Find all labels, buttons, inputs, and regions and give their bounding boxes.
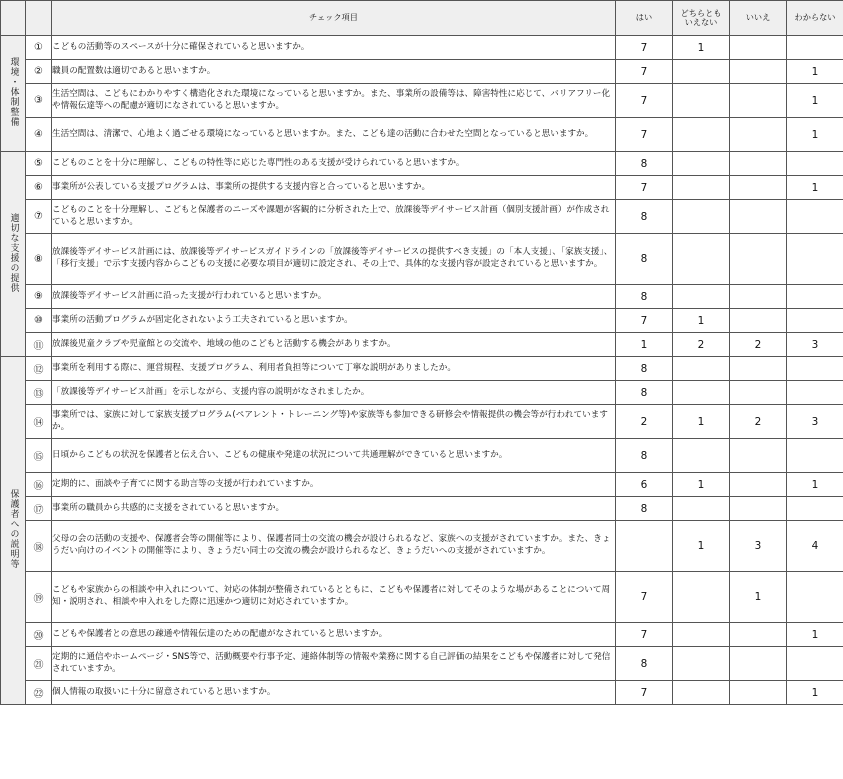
answer-neither — [673, 681, 730, 705]
answer-yes: 7 — [616, 84, 673, 118]
answer-yes: 7 — [616, 60, 673, 84]
answer-yes: 1 — [616, 333, 673, 357]
answer-no: 2 — [730, 333, 787, 357]
table-row — [1, 60, 843, 84]
category-label: 保護者への説明等 — [8, 489, 19, 569]
question-text: こどもや保護者との意思の疎通や情報伝達のための配慮がなされていると思いますか。 — [52, 623, 616, 647]
answer-no — [730, 234, 787, 285]
answer-yes — [616, 521, 673, 572]
answer-neither — [673, 200, 730, 234]
answer-unknown — [787, 647, 843, 681]
answer-yes: 7 — [616, 118, 673, 152]
question-text: 事業所を利用する際に、運営規程、支援プログラム、利用者負担等について丁寧な説明がありましたか。 — [52, 357, 616, 381]
answer-neither: 1 — [673, 36, 730, 60]
answer-unknown: 1 — [787, 176, 843, 200]
answer-no — [730, 309, 787, 333]
header-corner — [1, 1, 26, 36]
category-label: 環境・体制整備 — [8, 57, 19, 127]
answer-yes: 7 — [616, 572, 673, 623]
answer-neither — [673, 623, 730, 647]
question-text: こどもの活動等のスペースが十分に確保されていると思いますか。 — [52, 36, 616, 60]
answer-yes: 8 — [616, 439, 673, 473]
answer-neither — [673, 497, 730, 521]
answer-unknown — [787, 234, 843, 285]
answer-no — [730, 381, 787, 405]
answer-unknown — [787, 309, 843, 333]
answer-no — [730, 84, 787, 118]
question-text: 生活空間は、こどもにわかりやすく構造化された環境になっていると思いますか。また、事業所の設備等は、障害特性に応じて、バリアフリー化や情報伝達等への配慮が適切になされていると思いますか。 — [52, 84, 616, 118]
answer-unknown: 1 — [787, 84, 843, 118]
item-number: ⑫ — [26, 357, 52, 381]
answer-neither: 1 — [673, 405, 730, 439]
question-text: 日頃からこどもの状況を保護者と伝え合い、こどもの健康や発達の状況について共通理解ができていると思いますか。 — [52, 439, 616, 473]
question-text: 父母の会の活動の支援や、保護者会等の開催等により、保護者同士の交流の機会が設けられるなど、家族への支援がされていますか。また、きょうだい向けのイベントの開催等により、きょうだい同士の交流の機会が設けられるなど、きょうだいへの支援がされていますか。 — [52, 521, 616, 572]
answer-no — [730, 439, 787, 473]
question-text: 事業所の活動プログラムが固定化されないよう工夫されていると思いますか。 — [52, 309, 616, 333]
answer-unknown: 1 — [787, 118, 843, 152]
item-number: ⑯ — [26, 473, 52, 497]
answer-neither: 1 — [673, 521, 730, 572]
table-row — [1, 647, 843, 681]
question-text: 定期的に、面談や子育てに関する助言等の支援が行われていますか。 — [52, 473, 616, 497]
item-number: ⑱ — [26, 521, 52, 572]
answer-neither — [673, 176, 730, 200]
table-row — [1, 176, 843, 200]
item-number: ⑳ — [26, 623, 52, 647]
answer-neither — [673, 234, 730, 285]
answer-neither — [673, 572, 730, 623]
table-row — [1, 405, 843, 439]
header-row — [1, 1, 843, 36]
answer-no — [730, 118, 787, 152]
answer-neither — [673, 381, 730, 405]
answer-unknown: 1 — [787, 681, 843, 705]
item-number: ㉑ — [26, 647, 52, 681]
item-number: ⑭ — [26, 405, 52, 439]
table-row — [1, 521, 843, 572]
answer-unknown — [787, 285, 843, 309]
answer-yes: 8 — [616, 497, 673, 521]
item-number: ⑰ — [26, 497, 52, 521]
answer-neither — [673, 647, 730, 681]
answer-yes: 8 — [616, 647, 673, 681]
answer-yes: 8 — [616, 234, 673, 285]
answer-no — [730, 681, 787, 705]
answer-unknown: 3 — [787, 333, 843, 357]
table-row — [1, 309, 843, 333]
question-text: 事業所では、家族に対して家族支援プログラム(ペアレント・トレーニング等)や家族等も参加できる研修会や情報提供の機会等が行われていますか。 — [52, 405, 616, 439]
item-number: ③ — [26, 84, 52, 118]
question-text: 放課後等デイサービス計画に沿った支援が行われていると思いますか。 — [52, 285, 616, 309]
answer-unknown — [787, 572, 843, 623]
answer-no — [730, 152, 787, 176]
category-cell — [1, 152, 26, 357]
answer-unknown: 3 — [787, 405, 843, 439]
answer-neither: 1 — [673, 473, 730, 497]
answer-yes: 8 — [616, 285, 673, 309]
answer-unknown: 1 — [787, 60, 843, 84]
question-text: こどものことを十分に理解し、こどもの特性等に応じた専門性のある支援が受けられていると思いますか。 — [52, 152, 616, 176]
answer-unknown — [787, 357, 843, 381]
answer-unknown — [787, 36, 843, 60]
answer-yes: 7 — [616, 309, 673, 333]
question-text: 事業所の職員から共感的に支援をされていると思いますか。 — [52, 497, 616, 521]
item-number: ① — [26, 36, 52, 60]
answer-neither — [673, 439, 730, 473]
header-corner-num — [26, 1, 52, 36]
question-text: こどもや家族からの相談や申入れについて、対応の体制が整備されているとともに、こどもや保護者に対してそのような場があることについて周知・説明され、相談や申入れをした際に迅速かつ適切に対応されていますか。 — [52, 572, 616, 623]
table-row — [1, 623, 843, 647]
item-number: ⑩ — [26, 309, 52, 333]
item-number: ⑤ — [26, 152, 52, 176]
answer-unknown — [787, 439, 843, 473]
item-number: ② — [26, 60, 52, 84]
answer-unknown — [787, 381, 843, 405]
answer-no — [730, 36, 787, 60]
item-number: ⑮ — [26, 439, 52, 473]
table-row — [1, 681, 843, 705]
answer-no: 3 — [730, 521, 787, 572]
table-row — [1, 152, 843, 176]
question-text: 放課後等デイサービス計画には、放課後等デイサービスガイドラインの「放課後等デイサービスの提供すべき支援」の「本人支援」、「家族支援」、「移行支援」で示す支援内容からこどもの支援に必要な項目が適切に設定され、その上で、具体的な支援内容が設定されていると思いますか。 — [52, 234, 616, 285]
answer-yes: 7 — [616, 36, 673, 60]
question-text: こどものことを十分理解し、こどもと保護者のニーズや課題が客観的に分析された上で、放課後等デイサービス計画（個別支援計画）が作成されていると思いますか。 — [52, 200, 616, 234]
answer-neither — [673, 118, 730, 152]
table-row — [1, 84, 843, 118]
answer-no — [730, 200, 787, 234]
table-row — [1, 572, 843, 623]
answer-neither: 1 — [673, 309, 730, 333]
item-number: ⑧ — [26, 234, 52, 285]
header-no: いいえ — [730, 1, 787, 36]
table-row — [1, 118, 843, 152]
answer-no — [730, 285, 787, 309]
table-row — [1, 473, 843, 497]
answer-yes: 8 — [616, 381, 673, 405]
table-row — [1, 333, 843, 357]
question-text: 「放課後等デイサービス計画」を示しながら、支援内容の説明がなされましたか。 — [52, 381, 616, 405]
item-number: ⑲ — [26, 572, 52, 623]
item-number: ④ — [26, 118, 52, 152]
item-number: ⑥ — [26, 176, 52, 200]
answer-yes: 7 — [616, 623, 673, 647]
item-number: ⑨ — [26, 285, 52, 309]
answer-no — [730, 60, 787, 84]
answer-unknown: 1 — [787, 473, 843, 497]
answer-yes: 8 — [616, 200, 673, 234]
question-text: 職員の配置数は適切であると思いますか。 — [52, 60, 616, 84]
question-text: 放課後児童クラブや児童館との交流や、地域の他のこどもと活動する機会がありますか。 — [52, 333, 616, 357]
answer-unknown — [787, 200, 843, 234]
answer-yes: 2 — [616, 405, 673, 439]
table-row — [1, 381, 843, 405]
question-text: 個人情報の取扱いに十分に留意されていると思いますか。 — [52, 681, 616, 705]
table-body — [1, 36, 843, 705]
answer-no: 2 — [730, 405, 787, 439]
table-row — [1, 36, 843, 60]
category-cell — [1, 36, 26, 152]
item-number: ㉒ — [26, 681, 52, 705]
answer-yes: 7 — [616, 681, 673, 705]
header-check-item: チェック項目 — [52, 1, 616, 36]
item-number: ⑪ — [26, 333, 52, 357]
answer-no: 1 — [730, 572, 787, 623]
answer-no — [730, 497, 787, 521]
answer-unknown — [787, 152, 843, 176]
answer-unknown: 4 — [787, 521, 843, 572]
question-text: 事業所が公表している支援プログラムは、事業所の提供する支援内容と合っていると思いますか。 — [52, 176, 616, 200]
answer-no — [730, 176, 787, 200]
question-text: 生活空間は、清潔で、心地よく過ごせる環境になっていると思いますか。また、こども達の活動に合わせた空間となっていると思いますか。 — [52, 118, 616, 152]
answer-neither — [673, 357, 730, 381]
item-number: ⑦ — [26, 200, 52, 234]
header-yes: はい — [616, 1, 673, 36]
header-unknown: わからない — [787, 1, 843, 36]
answer-no — [730, 473, 787, 497]
answer-no — [730, 623, 787, 647]
question-text: 定期的に通信やホームページ・SNS等で、活動概要や行事予定、連絡体制等の情報や業務に関する自己評価の結果をこどもや保護者に対して発信されていますか。 — [52, 647, 616, 681]
category-cell — [1, 357, 26, 705]
answer-no — [730, 647, 787, 681]
answer-neither — [673, 84, 730, 118]
answer-yes: 6 — [616, 473, 673, 497]
answer-neither — [673, 152, 730, 176]
answer-yes: 7 — [616, 176, 673, 200]
category-label: 適切な支援の提供 — [8, 212, 19, 293]
table-row — [1, 439, 843, 473]
table-row — [1, 200, 843, 234]
header-neither: どちらとも いえない — [673, 1, 730, 36]
table-row — [1, 497, 843, 521]
answer-unknown: 1 — [787, 623, 843, 647]
answer-neither — [673, 285, 730, 309]
table-row — [1, 234, 843, 285]
answer-no — [730, 357, 787, 381]
answer-neither — [673, 60, 730, 84]
answer-unknown — [787, 497, 843, 521]
item-number: ⑬ — [26, 381, 52, 405]
answer-yes: 8 — [616, 152, 673, 176]
table-row — [1, 285, 843, 309]
answer-yes: 8 — [616, 357, 673, 381]
answer-neither: 2 — [673, 333, 730, 357]
table-row — [1, 357, 843, 381]
